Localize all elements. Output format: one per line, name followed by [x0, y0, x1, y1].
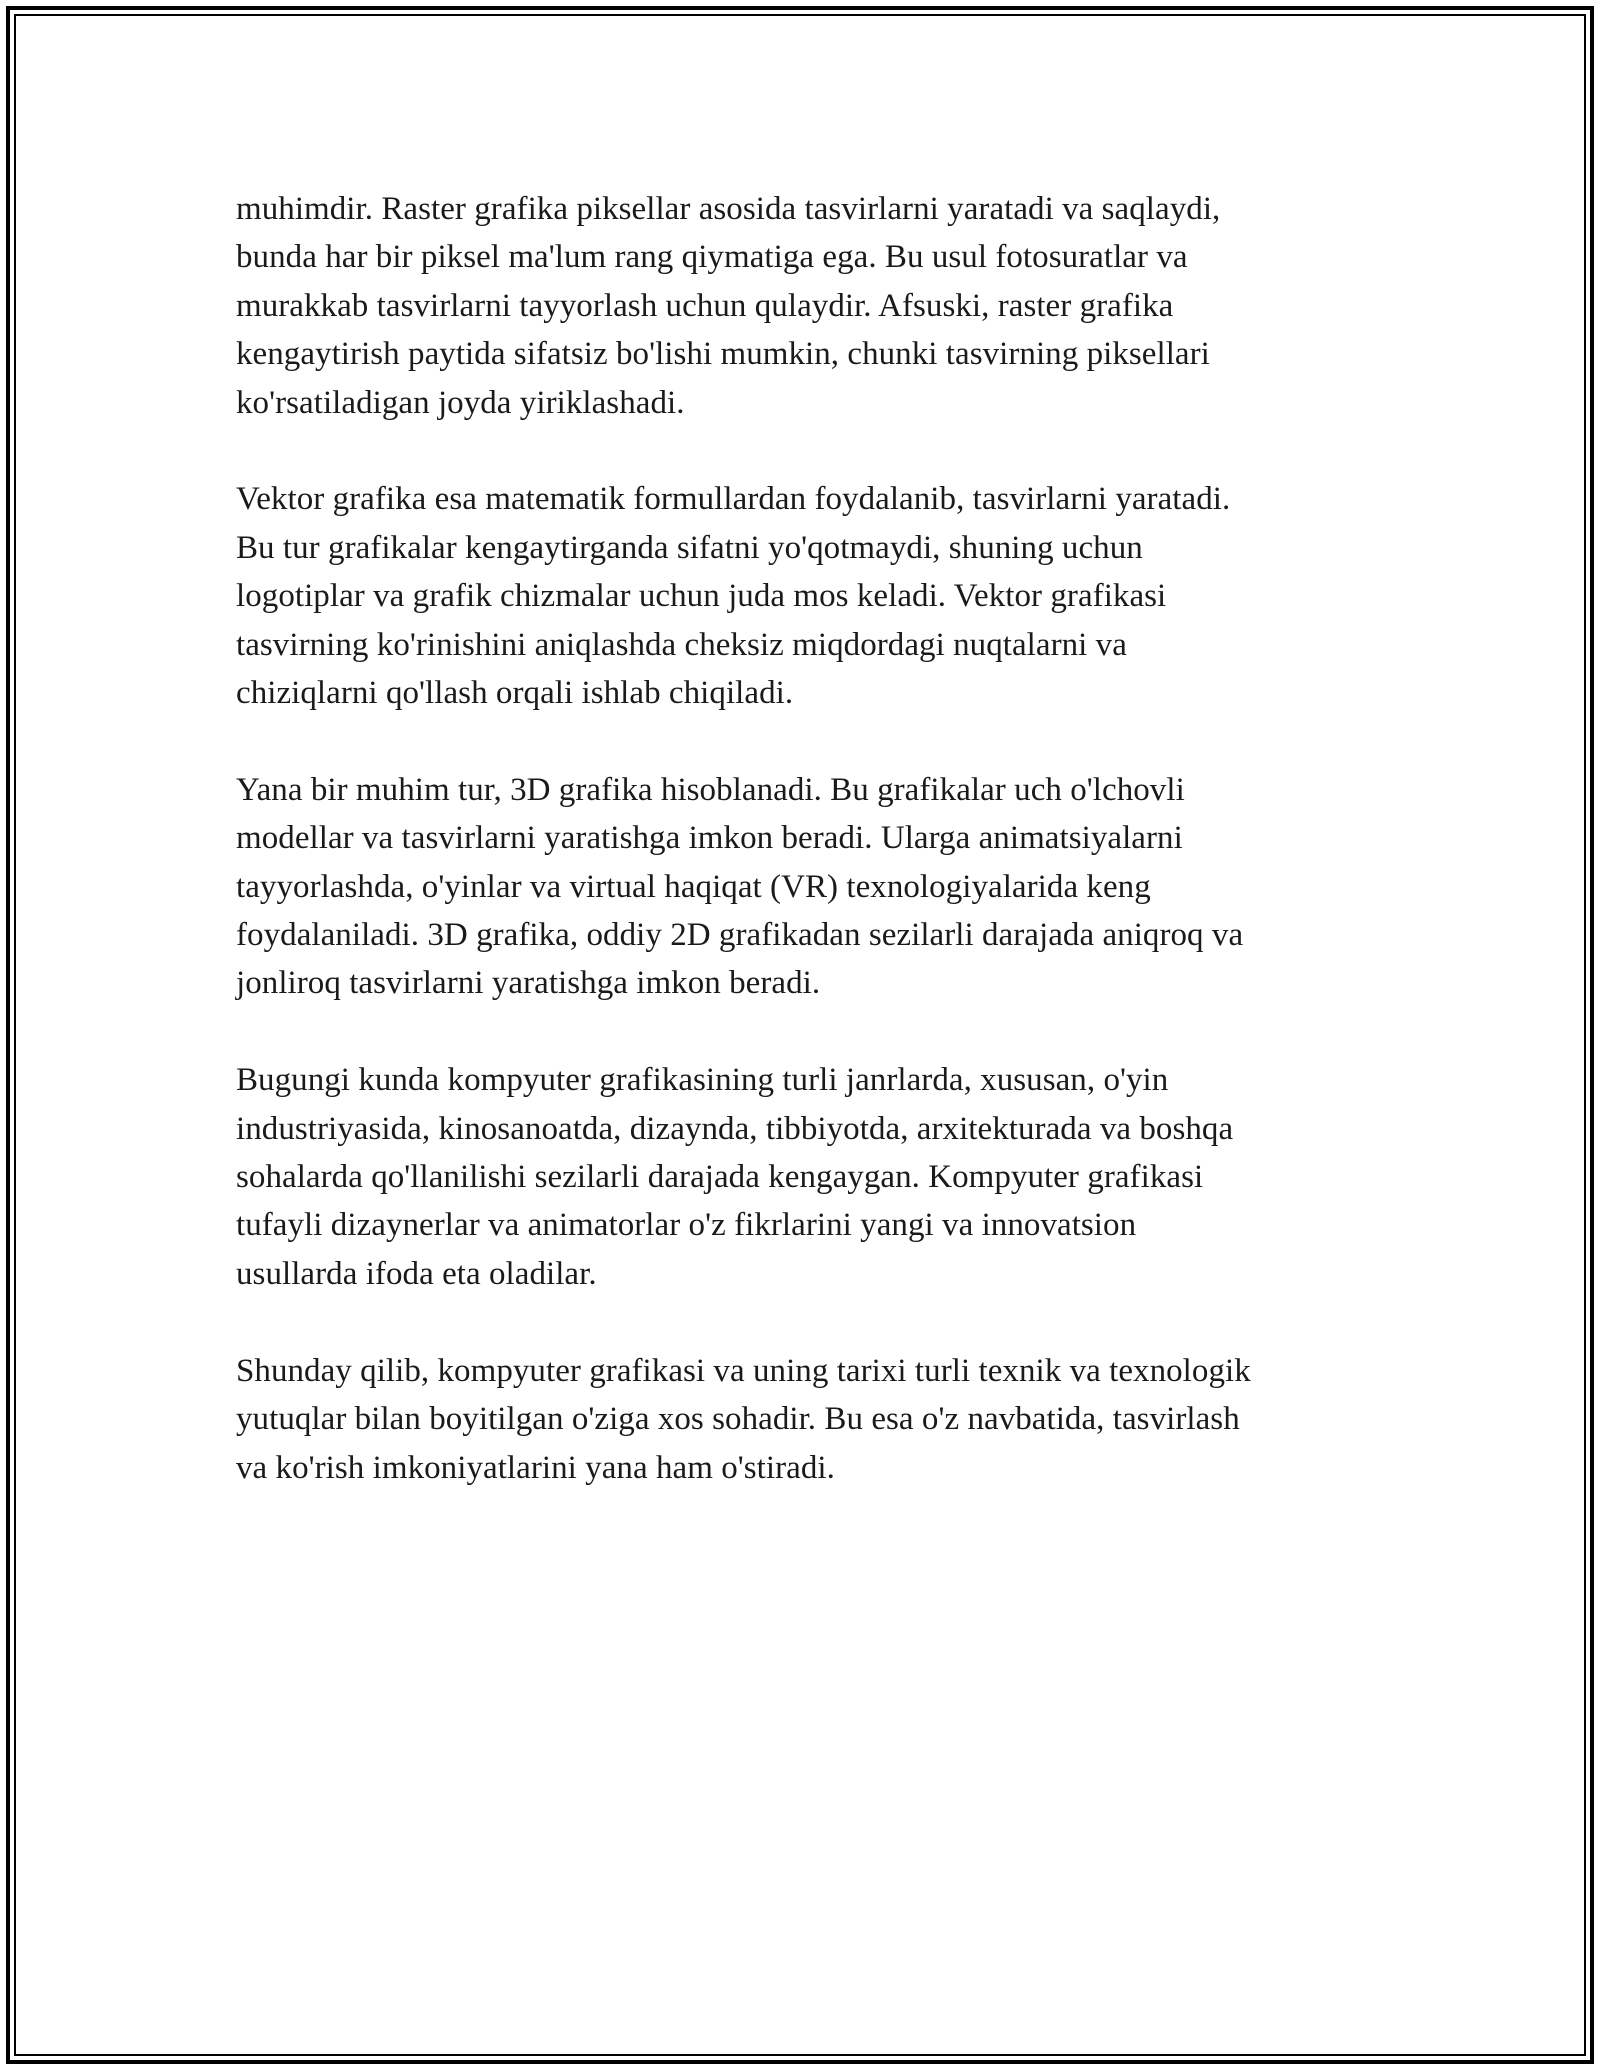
text-line: tasvirning ko'rinishini aniqlashda cheksiz miqdordagi nuqtalarni va: [236, 626, 1127, 663]
text-line: muhimdir. Raster grafika piksellar asosida tasvirlarni yaratadi va saqlaydi,: [236, 191, 1221, 227]
text-line: tufayli dizaynerlar va animatorlar o'z fikrlarini yangi va innovatsion: [236, 1207, 1137, 1244]
paragraph-applications: [236, 1056, 1416, 1298]
text-line: jonliroq tasvirlarni yaratishga imkon beradi.: [236, 965, 821, 1002]
text-line: yutuqlar bilan boyitilgan o'ziga xos sohadir. Bu esa o'z navbatida, tasvirlash: [236, 1401, 1240, 1438]
text-line: logotiplar va grafik chizmalar uchun juda mos keladi. Vektor grafikasi: [236, 578, 1167, 615]
paragraph-3d: [236, 766, 1416, 1008]
text-line: tayyorlashda, o'yinlar va virtual haqiqat (VR) texnologiyalarida keng: [236, 868, 1151, 905]
text-line: usullarda ifoda eta oladilar.: [236, 1255, 597, 1292]
paragraph-conclusion: [236, 1347, 1416, 1492]
text-line: sohalarda qo'llanilishi sezilarli darajada kengaygan. Kompyuter grafikasi: [236, 1159, 1204, 1196]
text-line: bunda har bir piksel ma'lum rang qiymatiga ega. Bu usul fotosuratlar va: [236, 239, 1188, 276]
text-line: Bugungi kunda kompyuter grafikasining turli janrlarda, xususan, o'yin: [236, 1062, 1169, 1099]
text-line: kengaytirish paytida sifatsiz bo'lishi mumkin, chunki tasvirning piksellari: [236, 336, 1210, 373]
text-line: chiziqlarni qo'llash orqali ishlab chiqiladi.: [236, 675, 794, 712]
text-line: foydalaniladi. 3D grafika, oddiy 2D grafikadan sezilarli darajada aniqroq va: [236, 917, 1244, 954]
text-line: Bu tur grafikalar kengaytirganda sifatni yo'qotmaydi, shuning uchun: [236, 529, 1143, 566]
paragraph-raster: [236, 185, 1416, 427]
paragraph-vector: [236, 475, 1416, 717]
text-line: modellar va tasvirlarni yaratishga imkon beradi. Ularga animatsiyalarni: [236, 820, 1183, 857]
text-line: ko'rsatiladigan joyda yiriklashadi.: [236, 384, 685, 421]
text-line: murakkab tasvirlarni tayyorlash uchun qulaydir. Afsuski, raster grafika: [236, 287, 1174, 324]
document-body: [236, 185, 1416, 1540]
text-line: Vektor grafika esa matematik formullardan foydalanib, tasvirlarni yaratadi.: [236, 481, 1231, 518]
text-line: Yana bir muhim tur, 3D grafika hisoblanadi. Bu grafikalar uch o'lchovli: [236, 771, 1185, 808]
text-line: va ko'rish imkoniyatlarini yana ham o'stiradi.: [236, 1449, 835, 1486]
text-line: industriyasida, kinosanoatda, dizaynda, tibbiyotda, arxitekturada va boshqa: [236, 1110, 1234, 1147]
text-line: Shunday qilib, kompyuter grafikasi va uning tarixi turli texnik va texnologik: [236, 1352, 1251, 1389]
